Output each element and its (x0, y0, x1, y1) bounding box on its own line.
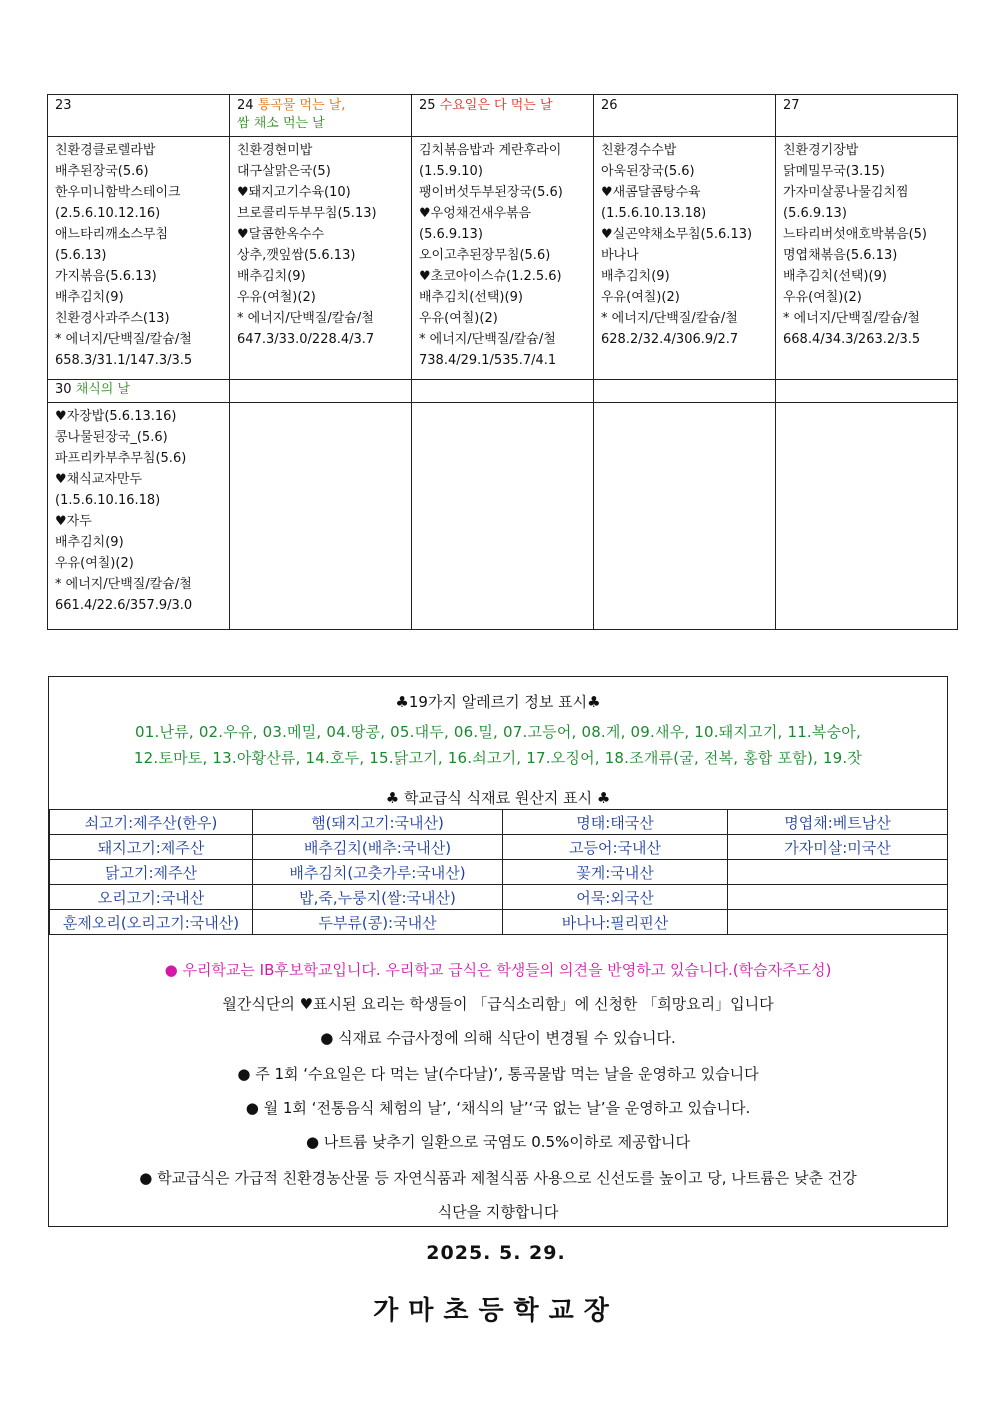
origin-cell (728, 885, 948, 910)
meal-calendar (47, 94, 958, 630)
origin-cell: 가자미살:미국산 (728, 835, 948, 860)
allergy-origin-info-box (48, 676, 948, 1227)
menu-item: 파프리카부추무침(5.6) (55, 451, 187, 466)
menu-item: 아욱된장국(5.6) (601, 164, 695, 179)
menu-item: ♥실곤약채소무침(5.6.13) (601, 227, 753, 242)
menu-item: 대구살맑은국(5) (237, 164, 331, 179)
menu-item: 647.3/33.0/228.4/3.7 (237, 332, 375, 347)
origin-cell: 쇠고기:제주산(한우) (50, 810, 253, 835)
menu-item: 브로콜리두부무침(5.13) (237, 206, 377, 221)
notice-ib-school: ● 우리학교는 IB후보학교입니다. 우리학교 급식은 학생들의 의견을 반영하고 있습니다.(학습자주도성) (164, 961, 832, 979)
menu-item: 가자미살콩나물김치찜 (783, 185, 909, 200)
origin-cell: 꽃게:국내산 (503, 860, 728, 885)
menu-item: ♥자두 (55, 514, 92, 529)
menu-item: 친환경클로렐라밥 (55, 143, 156, 158)
notice-monthly-days: ● 월 1회 ‘전통음식 체험의 날’, ‘채식의 날’‘국 없는 날’을 운영하고 있습니다. (245, 1099, 751, 1117)
menu-item: 친환경현미밥 (237, 143, 313, 158)
allergy-title: ♣19가지 알레르기 정보 표시♣ (395, 693, 601, 711)
menu-item: 배추김치(9) (601, 269, 670, 284)
menu-item: 명엽채볶음(5.6.13) (783, 248, 898, 263)
menu-item: 738.4/29.1/535.7/4.1 (419, 353, 557, 368)
origin-row (50, 810, 948, 835)
empty-cell (594, 403, 776, 630)
day-30-menu (48, 403, 230, 630)
origin-row (50, 835, 948, 860)
menu-item: 우유(여칠)(2) (419, 311, 498, 326)
notice-hope-menu: 월간식단의 ♥표시된 요리는 학생들이 「급식소리함」에 신청한 「희망요리」입니다 (222, 995, 774, 1013)
origin-cell: 오리고기:국내산 (50, 885, 253, 910)
menu-item: 우유(여칠)(2) (783, 290, 862, 305)
day-theme-label-2: 쌈 채소 먹는 날 (237, 116, 325, 131)
menu-item: 628.2/32.4/306.9/2.7 (601, 332, 739, 347)
menu-item: * 에너지/단백질/칼슘/철 (55, 577, 192, 592)
menu-item: (1.5.9.10) (419, 164, 483, 179)
menu-item: 배추김치(선택)(9) (783, 269, 887, 284)
empty-cell (230, 380, 412, 403)
origin-cell: 밥,죽,누룽지(쌀:국내산) (253, 885, 503, 910)
origin-title: ♣ 학교급식 식재료 원산지 표시 ♣ (385, 789, 611, 807)
week1-menu-row (48, 137, 958, 380)
origin-cell: 배추김치(고춧가루:국내산) (253, 860, 503, 885)
empty-cell (776, 380, 958, 403)
menu-item: ♥우엉채건새우볶음 (419, 206, 532, 221)
menu-item: 우유(여칠)(2) (601, 290, 680, 305)
menu-item: 한우미니함박스테이크 (55, 185, 181, 200)
issue-date: 2025. 5. 29. (426, 1242, 566, 1264)
week2-menu-row (48, 403, 958, 630)
origin-cell: 닭고기:제주산 (50, 860, 253, 885)
day-number: 26 (601, 98, 618, 113)
day-number: 23 (55, 98, 72, 113)
school-principal-signature: 가마초등학교장 (373, 1296, 619, 1326)
menu-item: 바나나 (601, 248, 639, 263)
menu-item: 668.4/34.3/263.2/3.5 (783, 332, 921, 347)
origin-cell: 고등어:국내산 (503, 835, 728, 860)
origin-cell: 바나나:필리핀산 (503, 910, 728, 935)
menu-item: 배추된장국(5.6) (55, 164, 149, 179)
menu-item: 느타리버섯애호박볶음(5) (783, 227, 927, 242)
menu-item: 친환경사과주스(13) (55, 311, 170, 326)
origin-table (49, 809, 948, 935)
menu-item: (1.5.6.10.13.18) (601, 206, 707, 221)
origin-cell: 두부류(콩):국내산 (253, 910, 503, 935)
day-number: 24 (237, 98, 254, 113)
allergy-list-line-2: 12.토마토, 13.아황산류, 14.호두, 15.닭고기, 16.쇠고기, 17.오징어, 18.조개류(굴, 전복, 홍합 포함), 19.잣 (133, 749, 863, 767)
menu-item: ♥돼지고기수육(10) (237, 185, 351, 200)
menu-item: ♥달콤한옥수수 (237, 227, 325, 242)
menu-item: * 에너지/단백질/칼슘/철 (237, 311, 374, 326)
menu-item: 김치볶음밥과 계란후라이 (419, 143, 562, 158)
day-25-menu (412, 137, 594, 380)
day-26-menu (594, 137, 776, 380)
day-theme-label: 채식의 날 (75, 382, 131, 397)
day-25-header (412, 95, 594, 137)
origin-cell: 돼지고기:제주산 (50, 835, 253, 860)
origin-row (50, 860, 948, 885)
menu-item: 661.4/22.6/357.9/3.0 (55, 598, 193, 613)
origin-cell: 명태:태국산 (503, 810, 728, 835)
week2-header-row (48, 380, 958, 403)
menu-item: 658.3/31.1/147.3/3.5 (55, 353, 193, 368)
empty-cell (412, 403, 594, 630)
origin-row (50, 885, 948, 910)
day-number: 30 (55, 382, 72, 397)
menu-item: 친환경기장밥 (783, 143, 859, 158)
notice-healthy-2: 식단을 지향합니다 (437, 1203, 559, 1221)
origin-cell: 햄(돼지고기:국내산) (253, 810, 503, 835)
allergy-list-line-1: 01.난류, 02.우유, 03.메밀, 04.땅콩, 05.대두, 06.밀, 07.고등어, 08.게, 09.새우, 10.돼지고기, 11.복숭아, (135, 723, 861, 741)
menu-item: ♥채식교자만두 (55, 472, 143, 487)
day-30-header (48, 380, 230, 403)
notice-healthy-1: ● 학교급식은 가급적 친환경농산물 등 자연식품과 제철식품 사용으로 신선도를 높이고 당, 나트륨은 낮춘 건강 (139, 1169, 857, 1187)
day-27-header (776, 95, 958, 137)
menu-item: (1.5.6.10.16.18) (55, 493, 161, 508)
day-27-menu (776, 137, 958, 380)
menu-item: ♥자장밥(5.6.13.16) (55, 409, 177, 424)
menu-item: 우유(여철)(2) (237, 290, 316, 305)
day-23-menu (48, 137, 230, 380)
menu-item: 배추김치(9) (237, 269, 306, 284)
menu-item: 가지볶음(5.6.13) (55, 269, 157, 284)
day-23-header (48, 95, 230, 137)
menu-item: (2.5.6.10.12.16) (55, 206, 161, 221)
notice-menu-change: ● 식재료 수급사정에 의해 식단이 변경될 수 있습니다. (320, 1029, 676, 1047)
origin-cell (728, 910, 948, 935)
menu-item: (5.6.9.13) (419, 227, 483, 242)
day-theme-label: 통곡물 먹는 날, (257, 98, 346, 113)
menu-item: (5.6.13) (55, 248, 107, 263)
day-theme-label: 수요일은 다 먹는 날 (439, 98, 553, 113)
origin-cell: 어묵:외국산 (503, 885, 728, 910)
origin-cell: 명엽채:베트남산 (728, 810, 948, 835)
menu-item: 닭메밀무국(3.15) (783, 164, 885, 179)
origin-cell: 훈제오리(오리고기:국내산) (50, 910, 253, 935)
empty-cell (412, 380, 594, 403)
menu-item: 우유(여칠)(2) (55, 556, 134, 571)
day-number: 27 (783, 98, 800, 113)
origin-cell (728, 860, 948, 885)
menu-item: 애느타리깨소스무침 (55, 227, 169, 242)
menu-item: * 에너지/단백질/칼슘/철 (601, 311, 738, 326)
empty-cell (230, 403, 412, 630)
day-26-header (594, 95, 776, 137)
menu-item: 오이고추된장무침(5.6) (419, 248, 551, 263)
menu-item: 상추,깻잎쌈(5.6.13) (237, 248, 356, 263)
day-24-menu (230, 137, 412, 380)
menu-item: ♥초코아이스슈(1.2.5.6) (419, 269, 562, 284)
menu-item: 콩나물된장국_(5.6) (55, 430, 168, 445)
menu-item: 친환경수수밥 (601, 143, 677, 158)
day-24-header (230, 95, 412, 137)
menu-item: 배추김치(9) (55, 290, 124, 305)
menu-item: * 에너지/단백질/칼슘/철 (419, 332, 556, 347)
menu-item: (5.6.9.13) (783, 206, 847, 221)
menu-item: 배추김치(9) (55, 535, 124, 550)
empty-cell (594, 380, 776, 403)
notice-wednesday: ● 주 1회 ‘수요일은 다 먹는 날(수다날)’, 통곡물밥 먹는 날을 운영하고 있습니다 (237, 1065, 759, 1083)
origin-row (50, 910, 948, 935)
menu-item: ♥새콤달콤탕수육 (601, 185, 701, 200)
menu-item: * 에너지/단백질/칼슘/철 (783, 311, 920, 326)
menu-item: 배추김치(선택)(9) (419, 290, 523, 305)
menu-item: * 에너지/단백질/칼슘/철 (55, 332, 192, 347)
menu-item: 팽이버섯두부된장국(5.6) (419, 185, 563, 200)
notice-sodium: ● 나트륨 낮추기 일환으로 국염도 0.5%이하로 제공합니다 (305, 1133, 691, 1151)
empty-cell (776, 403, 958, 630)
week1-header-row (48, 95, 958, 137)
origin-cell: 배추김치(배추:국내산) (253, 835, 503, 860)
day-number: 25 (419, 98, 436, 113)
